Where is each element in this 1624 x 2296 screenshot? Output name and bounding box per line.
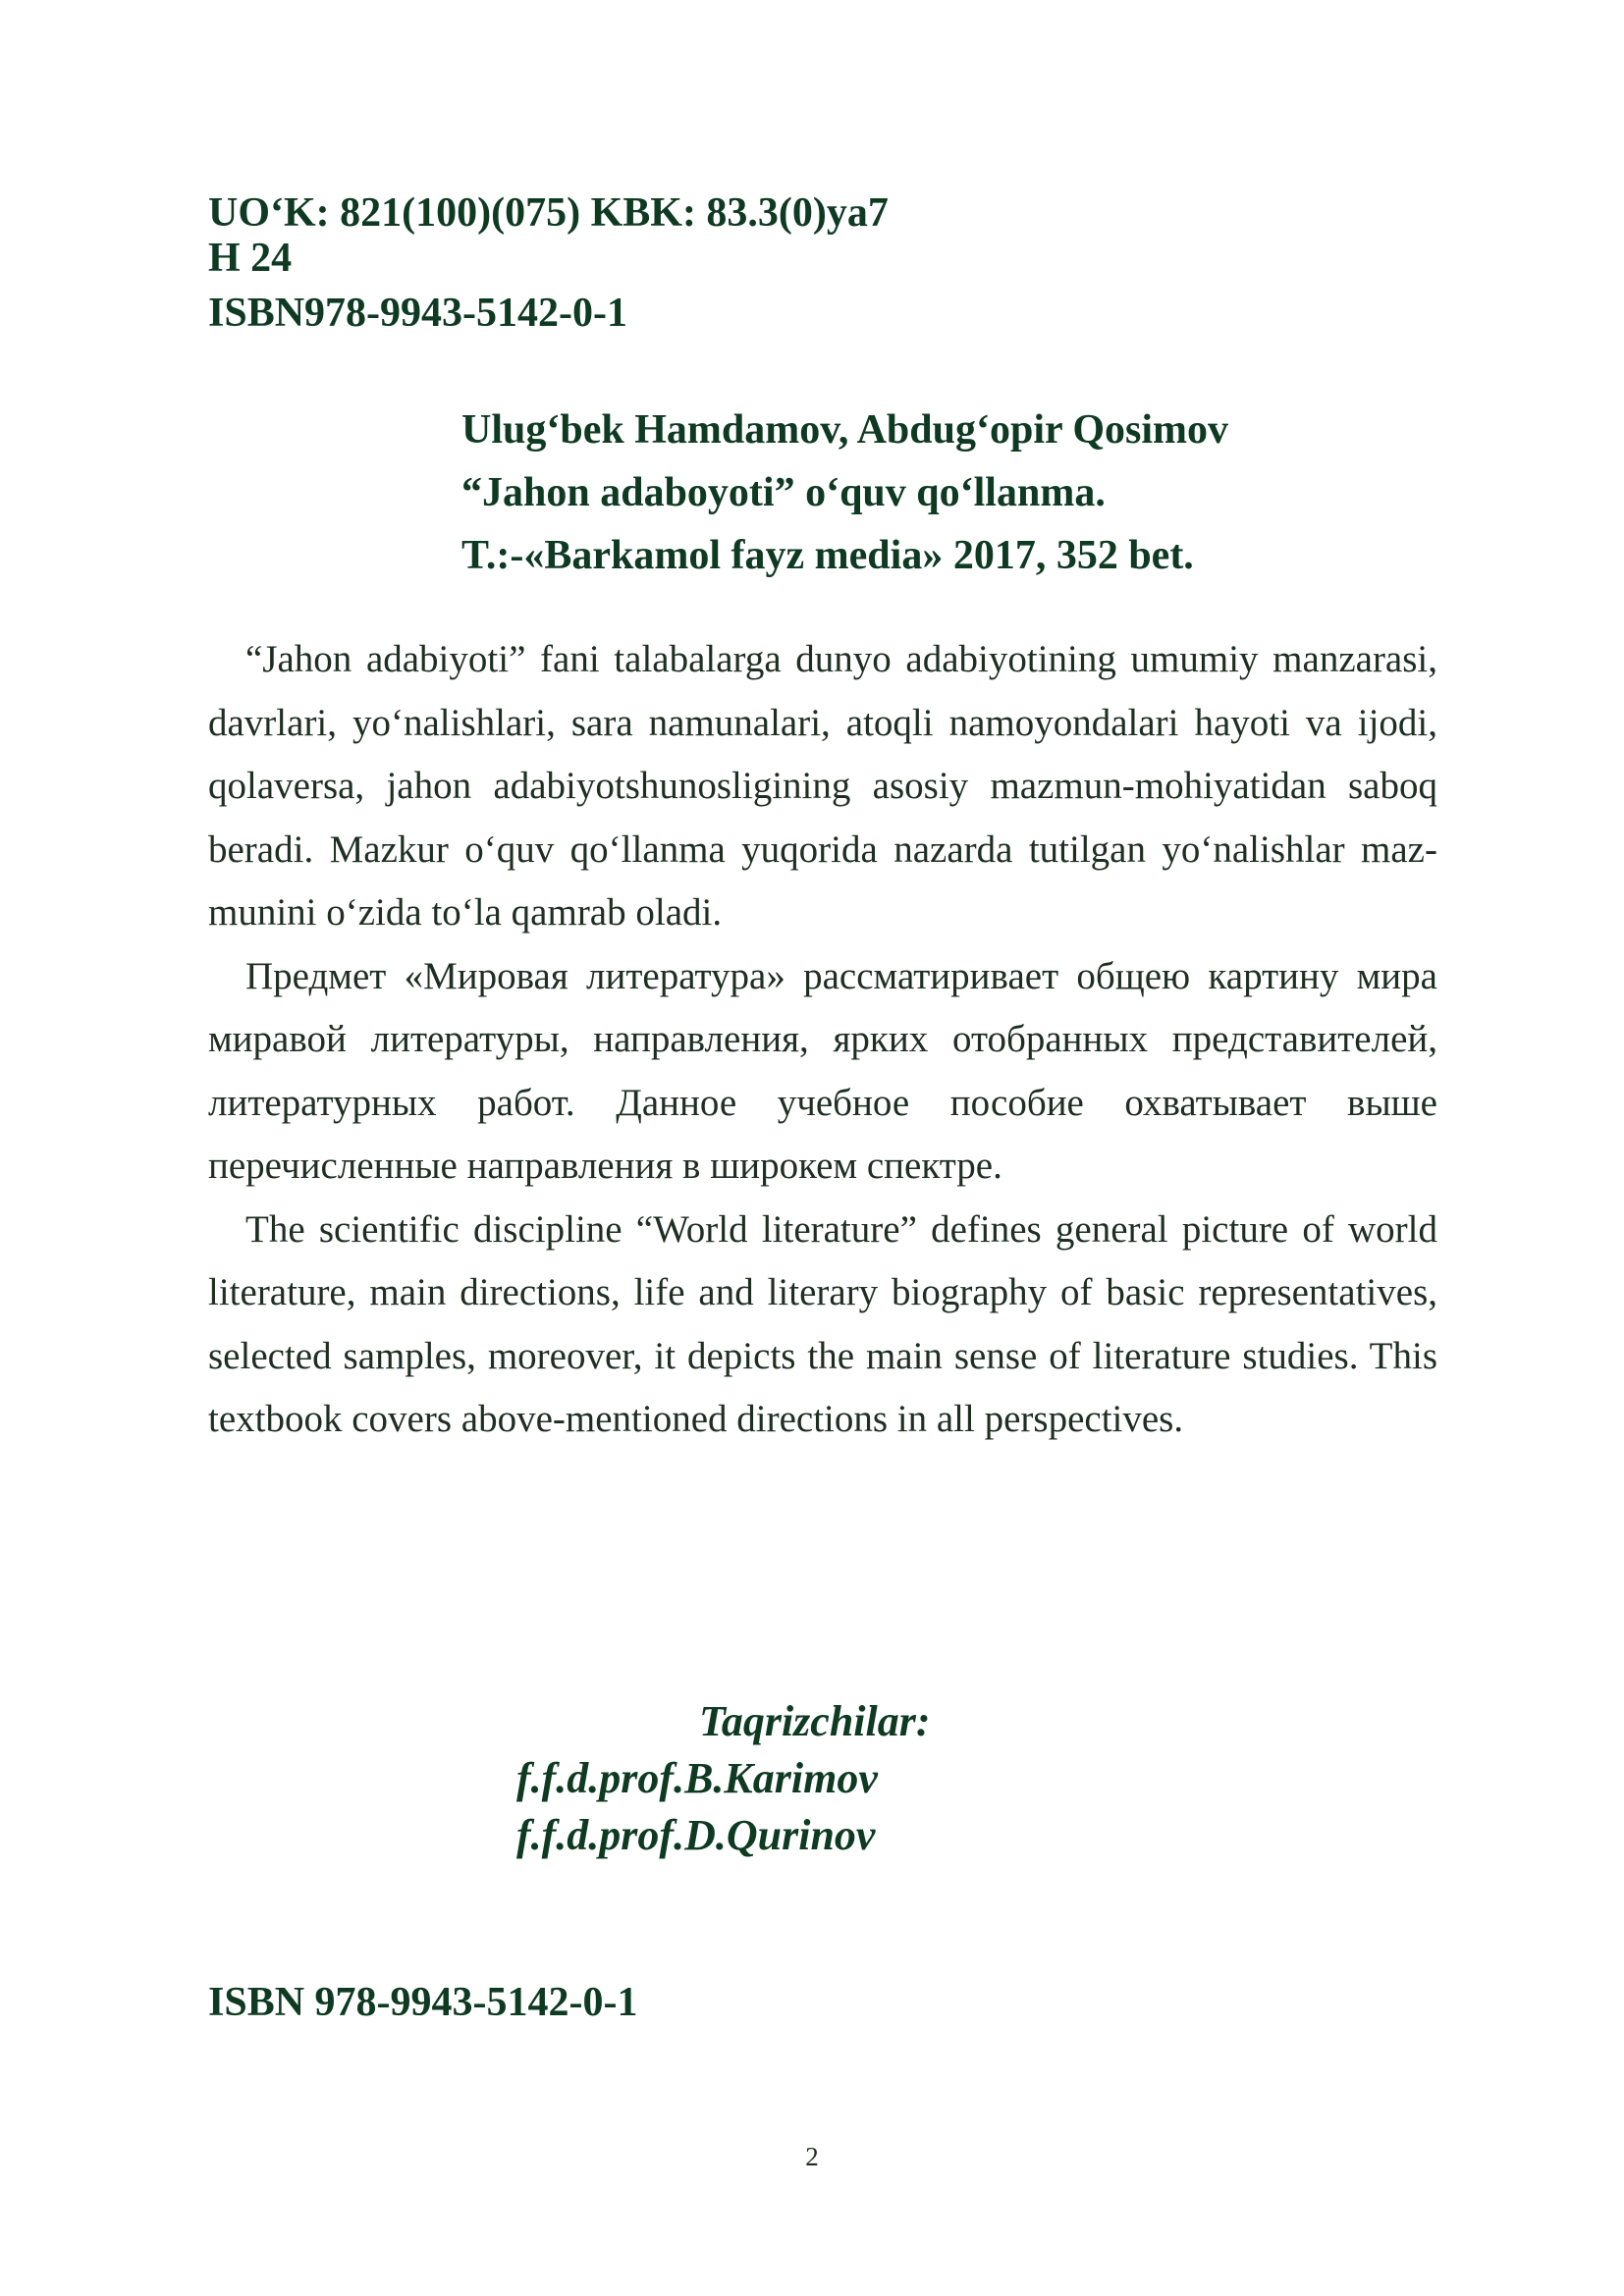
publisher-info: T.:-«Barkamol fayz media» 2017, 352 bet. bbox=[461, 533, 1194, 578]
book-title: “Jahon adaboyoti” o‘quv qo‘llanma. bbox=[461, 470, 1106, 515]
author-sign-code: H 24 bbox=[208, 236, 293, 281]
abstract-uzbek: “Jahon adabiyoti” fani talabalarga dunyo adabiyotining umumiy manzarasi, davrlari, yo‘nalishlari, sara namunalari, atoqli namoyondalari hayoti va ijodi, qolaversa, jahon adabiyotshunosligining asosiy mazmun-mohiyatidan saboq beradi. Mazkur o‘quv qo‘llanma yuqorida nazarda tutilgan yo‘nalishlar mazmunini o‘zida to‘la qamrab oladi. bbox=[208, 638, 1437, 934]
isbn-bottom: ISBN 978-9943-5142-0-1 bbox=[208, 1980, 638, 2025]
abstracts bbox=[208, 628, 1437, 1452]
authors: Ulug‘bek Hamdamov, Abdug‘opir Qosimov bbox=[461, 407, 1229, 453]
catalog-codes bbox=[208, 192, 889, 334]
classification-code: UO‘K: 821(100)(075) KBK: 83.3(0)ya7 bbox=[208, 190, 889, 236]
abstract-russian: Предмет «Мировая литература» рассматиривает общею картину мира миравой литературы, направления, ярких отобранных представителей, литературных работ. Данное учебное пособие охватывает выше перечисленные направления в широкем спектре. bbox=[208, 954, 1437, 1187]
abstract-english: The scientific discipline “World literature” defines general picture of world literature, main directions, life and literary biography of basic representatives, selected samples, moreover, it depicts the main sense of literature studies. This textbook covers above-mentioned directions in all perspectives. bbox=[208, 1207, 1437, 1440]
reviewers-label: Taqrizchilar: bbox=[699, 1697, 931, 1745]
reviewer-name: f.f.d.prof.B.Karimov bbox=[516, 1754, 878, 1802]
isbn-top: ISBN978-9943-5142-0-1 bbox=[208, 291, 627, 336]
reviewer-name: f.f.d.prof.D.Qurinov bbox=[516, 1811, 876, 1859]
bibliographic-record bbox=[461, 399, 1228, 587]
page-number: 2 bbox=[805, 2142, 819, 2171]
